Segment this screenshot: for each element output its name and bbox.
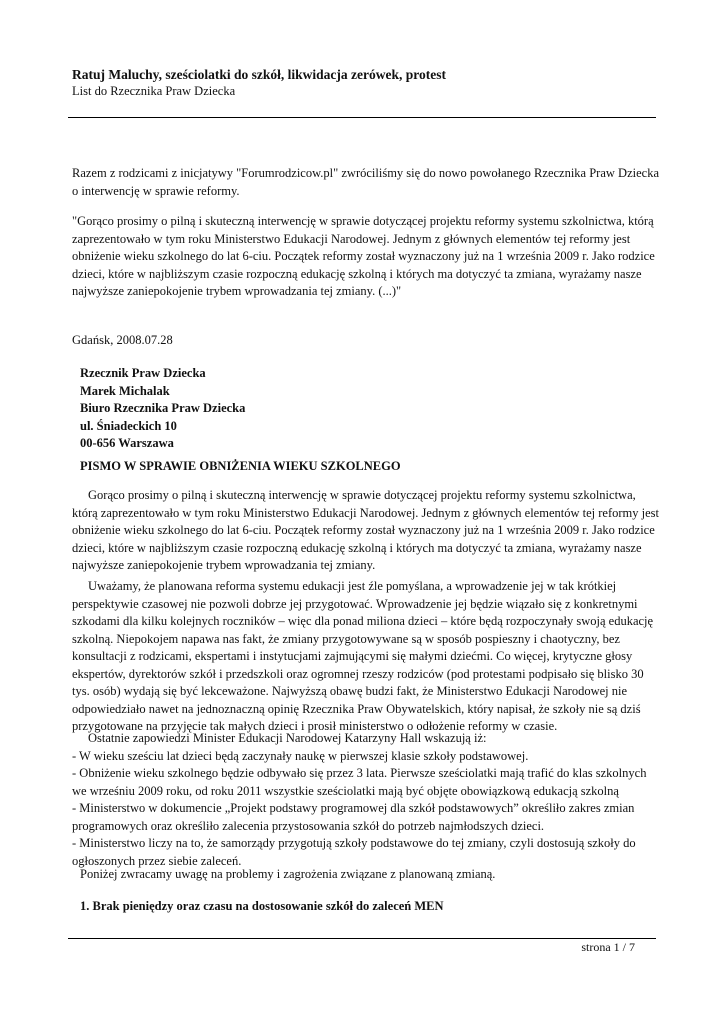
announcements-list [72,730,662,870]
address-line: Biuro Rzecznika Praw Dziecka [80,401,246,415]
address-line: Rzecznik Praw Dziecka [80,366,206,380]
place-date: Gdańsk, 2008.07.28 [72,333,173,347]
letter-paragraph-4: Poniżej zwracamy uwagę na problemy i zagrożenia związane z planowaną zmianą. [80,867,496,881]
letter-subject: PISMO W SPRAWIE OBNIŻENIA WIEKU SZKOLNEGO [80,459,401,473]
list-item: - Ministerstwo liczy na to, że samorządy przygotują szkoły podstawowe do tej zmiany, czyli dostosują szkoły do ogłoszonych przez siebie zaleceń. [72,836,636,868]
recipient-address [80,365,245,453]
footer-divider [68,938,656,939]
address-line: 00-656 Warszawa [80,436,174,450]
letter-paragraph-1: Gorąco prosimy o pilną i skuteczną interwencję w sprawie dotyczącej projektu reformy systemu szkolnictwa, którą zaprezentowało w tym roku Ministerstwo Edukacji Narodowej. Jednym z głównych elementów tej reformy jest obniżenie wieku szkolnego do lat 6-ciu. Początek reformy został wyznaczony już na 1 września 2009 r. Jako rodzice dzieci, które w najbliższym czasie rozpoczną edukację szkolną i których ma dotyczyć ta zmiana, wyrażamy nasze najwyższe zaniepokojenie trybem wprowadzania tej zmiany. [72,488,659,572]
list-item: - W wieku sześciu lat dzieci będą zaczynały naukę w pierwszej klasie szkoły podstawowej. [72,748,529,763]
list-item: - Ministerstwo w dokumencie „Projekt podstawy programowej dla szkół podstawowych” określiło zakres zmian programowych oraz określiło zalecenia przystosowania szkół do potrzeb najmłodszych dzieci. [72,801,635,833]
intro-paragraph-2: "Gorąco prosimy o pilną i skuteczną interwencję w sprawie dotyczącej projektu reformy systemu szkolnictwa, którą zaprezentowało w tym roku Ministerstwo Edukacji Narodowej. Jednym z głównych elementów tej reformy jest obniżenie wieku szkolnego do lat 6-ciu. Początek reformy został wyznaczony już na 1 września 2009 r. Jako rodzice dzieci, które w najbliższym czasie rozpoczną edukację szkolną i których ma dotyczyć ta zmiana, wyrażamy nasze najwyższe zaniepokojenie trybem wprowadzania tej zmiany. (...)" [72,214,655,298]
list-intro: Ostatnie zapowiedzi Minister Edukacji Narodowej Katarzyny Hall wskazują iż: [88,731,487,745]
address-line: Marek Michalak [80,383,170,398]
section-heading: 1. Brak pieniędzy oraz czasu na dostosowanie szkół do zaleceń MEN [80,899,444,913]
address-line: ul. Śniadeckich 10 [80,418,177,433]
list-item: - Obniżenie wieku szkolnego będzie odbywało się przez 3 lata. Pierwsze sześciolatki mają trafić do klas szkolnych we wrześniu 2009 roku, od roku 2011 wszystkie sześciolatki mają być objęte obowiązkową edukacją szkolną [72,766,647,798]
header-divider [68,117,656,118]
document-subtitle: List do Rzecznika Praw Dziecka [72,84,236,98]
document-title: Ratuj Maluchy, sześciolatki do szkół, likwidacja zerówek, protest [72,67,446,82]
letter-paragraph-2: Uważamy, że planowana reforma systemu edukacji jest źle pomyślana, a wprowadzenie jej w tak krótkiej perspektywie czasowej nie pozwoli dobrze jej przygotować. Wprowadzenie jej będzie wiązało się z konkretnymi szkodami dla kilku kolejnych roczników – więc dla ponad miliona dzieci – które będą rozpoczynały swoją edukację szkolną. Niepokojem napawa nas fakt, że zmiany przygotowywane są w sposób pospieszny i chaotyczny, bez konsultacji z rodzicami, ekspertami i instytucjami zajmującymi się małymi dziećmi. Co więcej, krytyczne głosy ekspertów, dyrektorów szkół i przedszkoli oraz ogromnej rzeszy rodziców (pod protestami podpisało się blisko 30 tys. osób) wydają się być lekceważone. Najwyższą obawę budzi fakt, że Ministerstwo Edukacji Narodowej nie odpowiedziało nawet na jednoznaczną opinię Rzecznika Praw Obywatelskich, który napisał, że szkoły nie są dziś przygotowane na przyjęcie tak małych dzieci i prosił ministerstwo o odłożenie reformy w czasie. [72,579,654,733]
page-number: strona 1 / 7 [581,940,635,954]
intro-paragraph-1: Razem z rodzicami z inicjatywy "Forumrodzicow.pl" zwróciliśmy się do nowo powołanego Rzecznika Praw Dziecka o interwencję w sprawie reformy. [72,166,659,198]
